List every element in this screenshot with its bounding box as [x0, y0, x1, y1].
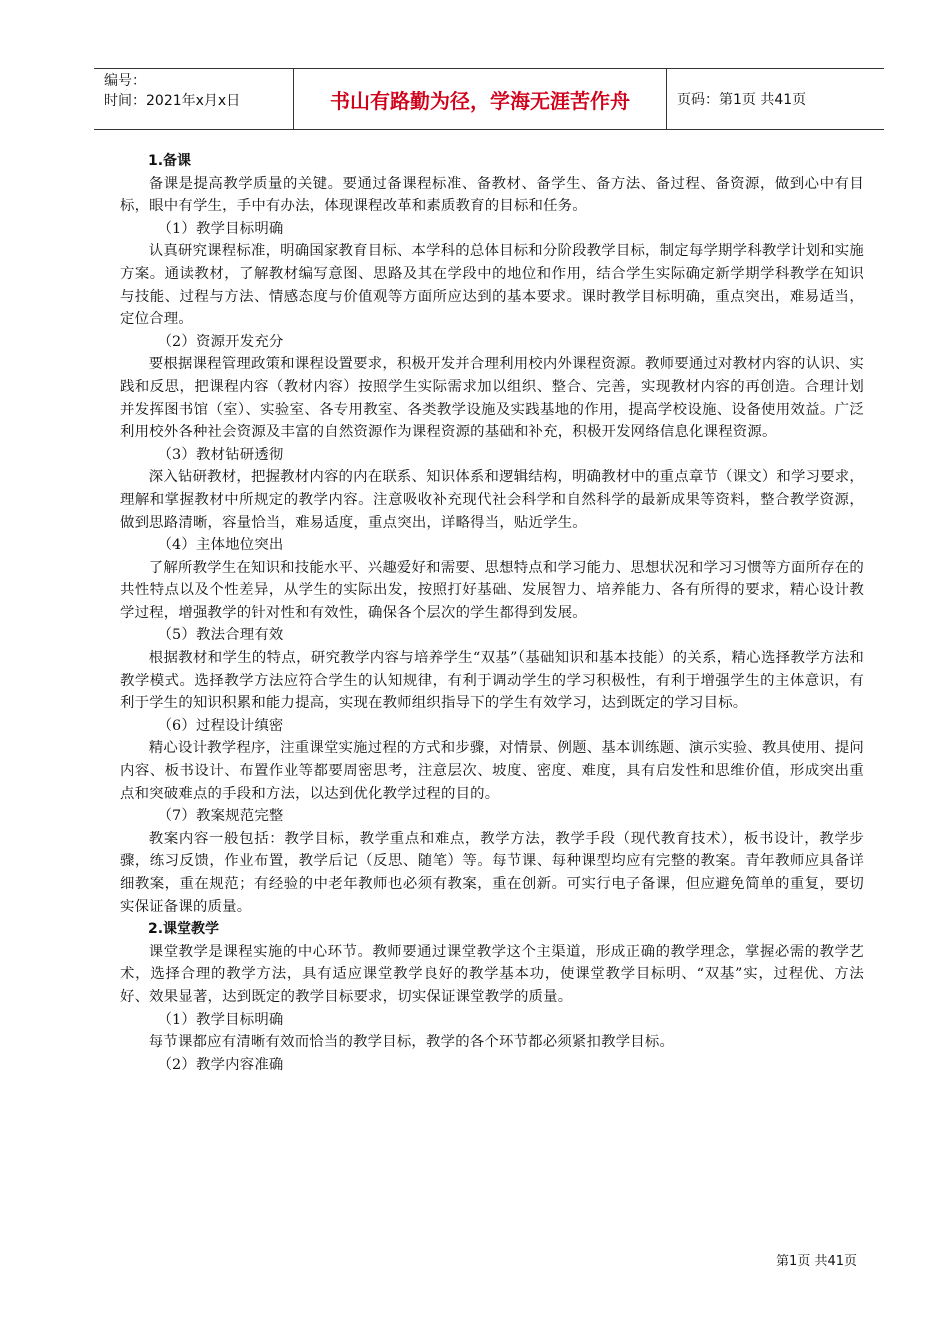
- subsection-title: （2）资源开发充分: [157, 333, 284, 350]
- document-body: [120, 150, 864, 1076]
- paragraph: 认真研究课程标准，明确国家教育目标、本学科的总体目标和分阶段教学目标，制定每学期学科教学计划和实施方案。通读教材，了解教材编写意图、思路及其在学段中的地位和作用，结合学生实际确定新学期学科教学在知识与技能、过程与方法、情感态度与价值观等方面所应达到的基本要求。课时教学目标明确，重点突出，难易适当，定位合理。: [120, 243, 864, 328]
- header-motto: 书山有路勤为径，学海无涯苦作舟: [294, 69, 667, 129]
- paragraph: 每节课都应有清晰有效而恰当的教学目标，教学的各个环节都必须紧扣教学目标。: [148, 1034, 675, 1051]
- paragraph: 课堂教学是课程实施的中心环节。教师要通过课堂教学这个主渠道，形成正确的教学理念，掌握必需的教学艺术，选择合理的教学方法，具有适应课堂教学良好的教学基本功，使课堂教学目标明、“双基”实，过程优、方法好、效果显著，达到既定的教学目标要求，切实保证课堂教学的质量。: [120, 943, 864, 1005]
- subsection-title: （1）教学目标明确: [157, 220, 284, 237]
- paragraph: 深入钻研教材，把握教材内容的内在联系、知识体系和逻辑结构，明确教材中的重点章节（课文）和学习要求，理解和掌握教材中所规定的教学内容。注意吸收补充现代社会科学和自然科学的最新成果等资料，整合教学资源，做到思路清晰，容量恰当，难易适度，重点突出，详略得当，贴近学生。: [120, 469, 864, 531]
- paragraph: 要根据课程管理政策和课程设置要求，积极开发并合理利用校内外课程资源。教师要通过对教材内容的认识、实践和反思，把课程内容（教材内容）按照学生实际需求加以组织、整合、完善，实现教材内容的再创造。合理计划并发挥图书馆（室）、实验室、各专用教室、各类教学设施及实践基地的作用，提高学校设施、设备使用效益。广泛利用校外各种社会资源及丰富的自然资源作为课程资源的基础和补充，积极开发网络信息化课程资源。: [120, 356, 864, 441]
- subsection-title: （3）教材钻研透彻: [157, 446, 284, 463]
- header-page-info: 页码：第1页 共41页: [677, 92, 807, 108]
- number-label: 编号：: [104, 73, 146, 89]
- subsection-title: （7）教案规范完整: [157, 808, 284, 825]
- paragraph: 精心设计教学程序，注重课堂实施过程的方式和步骤，对情景、例题、基本训练题、演示实验、教具使用、提问内容、板书设计、布置作业等都要周密思考，注意层次、坡度、密度、难度，具有启发性和思维价值，形成突出重点和突破难点的手段和方法，以达到优化教学过程的目的。: [120, 740, 864, 802]
- paragraph: 根据教材和学生的特点，研究教学内容与培养学生“双基”（基础知识和基本技能）的关系，精心选择教学方法和教学模式。选择教学方法应符合学生的认知规律，有利于调动学生的学习积极性，有利于增强学生的主体意识，有利于学生的知识积累和能力提高，实现在教师组织指导下的学生有效学习，达到既定的学习目标。: [120, 650, 864, 712]
- section-title: 2.课堂教学: [148, 921, 220, 938]
- subsection-title: （5）教法合理有效: [157, 627, 284, 644]
- subsection-title: （2）教学内容准确: [157, 1056, 284, 1073]
- paragraph: 备课是提高教学质量的关键。要通过备课程标准、备教材、备学生、备方法、备过程、备资源，做到心中有目标，眼中有学生，手中有办法，体现课程改革和素质教育的目标和任务。: [120, 175, 864, 215]
- page-header: [94, 68, 884, 130]
- paragraph: 了解所教学生在知识和技能水平、兴趣爱好和需要、思想特点和学习能力、思想状况和学习习惯等方面所存在的共性特点以及个性差异，从学生的实际出发，按照打好基础、发展智力、培养能力、各有所得的要求，精心设计教学过程，增强教学的针对性和有效性，确保各个层次的学生都得到发展。: [120, 559, 864, 621]
- subsection-title: （4）主体地位突出: [157, 537, 284, 554]
- time-label: 时间：2021年x月x日: [104, 93, 241, 109]
- header-meta: [94, 69, 294, 129]
- subsection-title: （6）过程设计缜密: [157, 717, 284, 734]
- page-footer: 第1页 共41页: [776, 1254, 857, 1269]
- section-title: 1.备课: [148, 153, 192, 169]
- subsection-title: （1）教学目标明确: [157, 1011, 284, 1028]
- paragraph: 教案内容一般包括：教学目标，教学重点和难点，教学方法，教学手段（现代教育技术），板书设计，教学步骤，练习反馈，作业布置，教学后记（反思、随笔）等。每节课、每种课型均应有完整的教案。青年教师应具备详细教案，重在规范；有经验的中老年教师也必须有教案，重在创新。可实行电子备课，但应避免简单的重复，要切实保证备课的质量。: [120, 830, 864, 915]
